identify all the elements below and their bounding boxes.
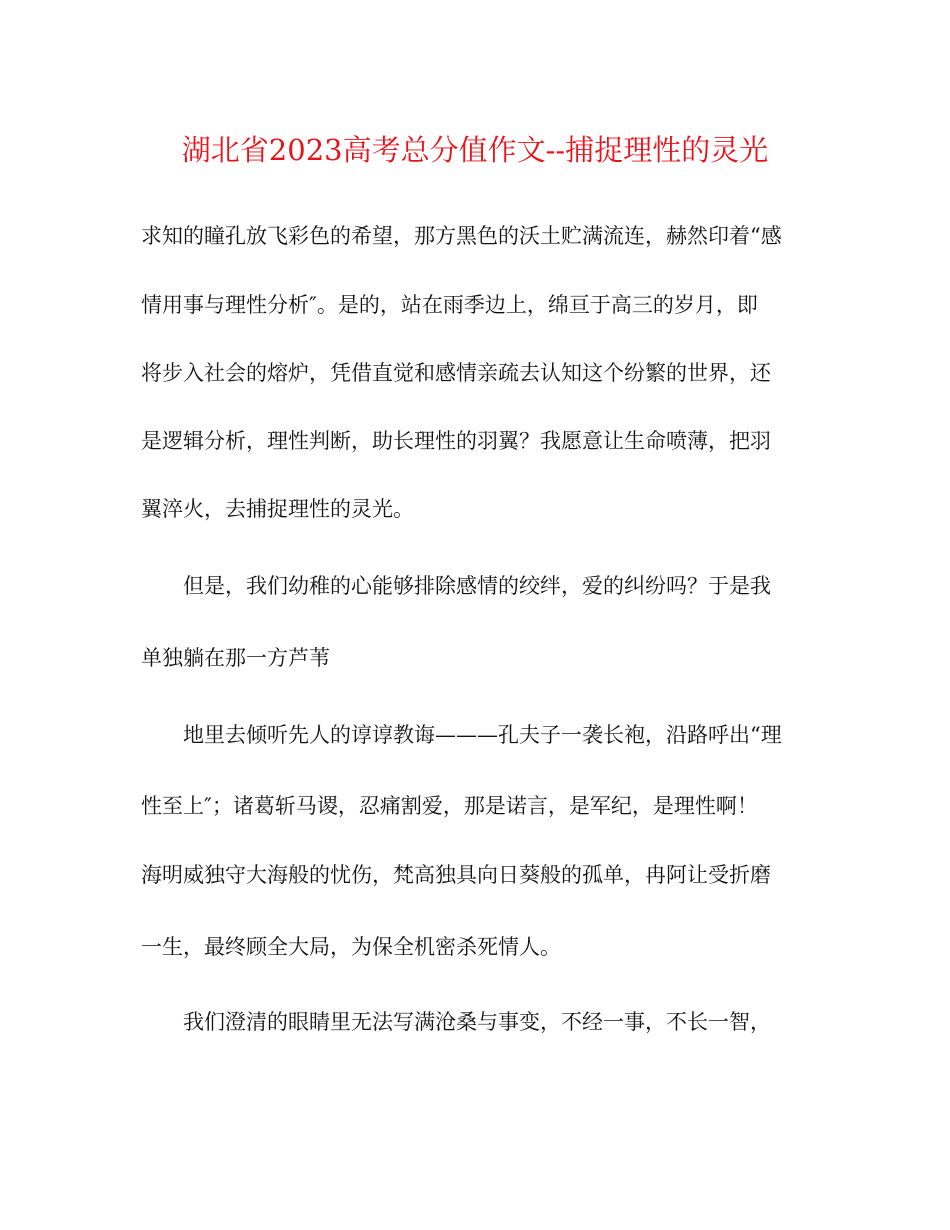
paragraph-line: 一生，最终顾全大局，为保全机密杀死情人。: [141, 935, 561, 959]
paragraph-line: 情用事与理性分析″。是的，站在雨季边上，绵亘于高三的岁月，即: [141, 293, 758, 317]
paragraph-line: 海明威独守大海般的忧伤，梵高独具向日葵般的孤单，冉阿让受折磨: [141, 863, 771, 887]
paragraph-line: 求知的瞳孔放飞彩色的希望，那方黑色的沃土贮满流连，赫然印着“感: [141, 224, 782, 248]
paragraph-line: 地里去倾听先人的谆谆教诲———孔夫子一袭长袍，沿路呼出“理: [183, 723, 782, 747]
paragraph-line: 单独躺在那一方芦苇: [141, 646, 330, 670]
paragraph-line: 是逻辑分析，理性判断，助长理性的羽翼？我愿意让生命喷薄，把羽: [141, 429, 771, 453]
paragraph-line: 翼淬火，去捕捉理性的灵光。: [141, 497, 414, 521]
paragraph-line: 我们澄清的眼睛里无法写满沧桑与事变，不经一事，不长一智，: [183, 1010, 771, 1034]
paragraph-line: 但是，我们幼稚的心能够排除感情的绞绊，爱的纠纷吗？于是我: [183, 574, 771, 598]
paragraph-line: 性至上″；诸葛斩马谡，忍痛割爱，那是诺言，是军纪，是理性啊！: [141, 794, 758, 818]
paragraph-line: 将步入社会的熔炉，凭借直觉和感情亲疏去认知这个纷繁的世界，还: [141, 361, 771, 385]
page-title: 湖北省2023高考总分值作文--捕捉理性的灵光: [181, 133, 769, 167]
